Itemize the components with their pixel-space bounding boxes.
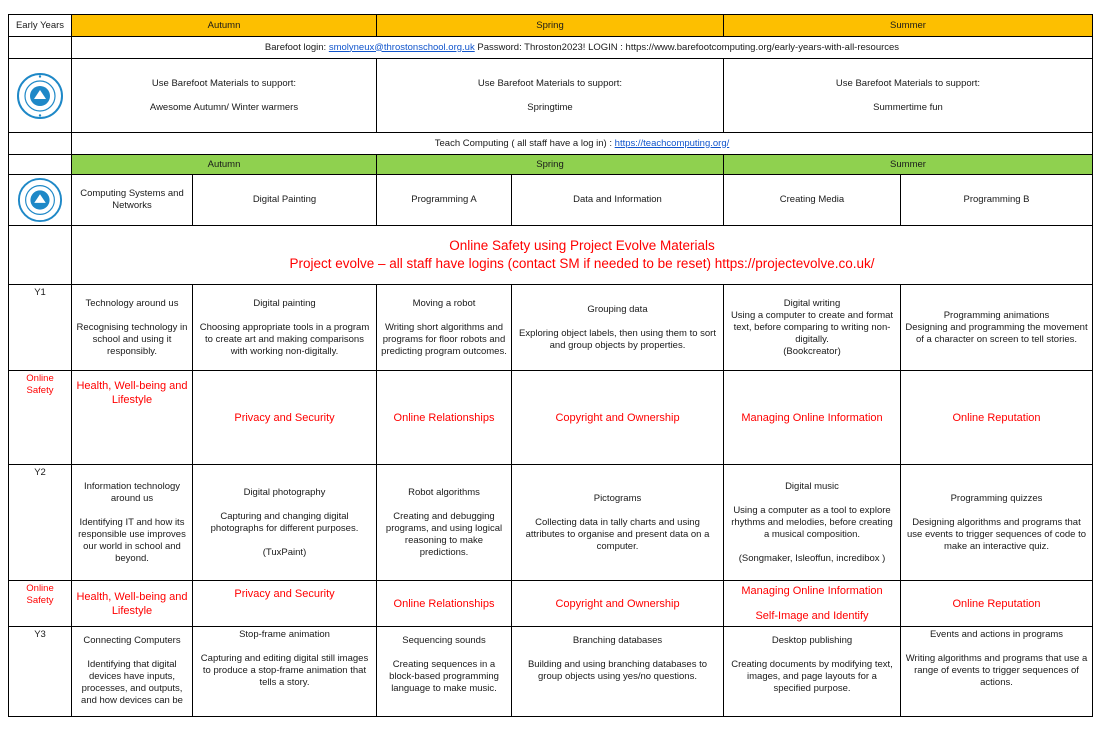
blank-cell: [9, 226, 72, 285]
year-label-y2: Y2: [9, 465, 72, 581]
blank-cell: [9, 155, 72, 175]
barefoot-prefix: Barefoot login:: [264, 41, 329, 53]
y1-safety-cell: Managing Online Information: [724, 371, 901, 465]
blank-cell: [9, 133, 72, 155]
school-logo-cell: [9, 59, 72, 133]
y2-cell: Programming quizzes Designing algorithms and programs that use events to trigger sequences of code to make an interactive quiz.: [901, 465, 1093, 581]
barefoot-password-text: Password: Throston2023! LOGIN : https://www.barefootcomputing.org/early-years-with-all-resources: [474, 41, 900, 53]
ey-spring-use: Use Barefoot Materials to support:: [477, 77, 623, 89]
y3-cell: Stop-frame animation Capturing and editing digital still images to produce a stop-frame animation that tells a story.: [193, 627, 377, 717]
y3-cell: Events and actions in programs Writing algorithms and programs that use a range of events to trigger sequences of actions.: [901, 627, 1093, 717]
ey-autumn-topic: Awesome Autumn/ Winter warmers: [149, 101, 299, 113]
school-logo-cell: [9, 175, 72, 226]
curriculum-table: [8, 14, 1093, 717]
y2-safety-cell: Health, Well-being and Lifestyle: [72, 581, 193, 627]
y1-cell: Digital painting Choosing appropriate tools in a program to create art and making comparisons with working non-digitally.: [193, 285, 377, 371]
unit-computing-systems: Computing Systems and Networks: [72, 175, 193, 226]
y1-cell: Grouping data Exploring object labels, then using them to sort and group objects by properties.: [512, 285, 724, 371]
year-label-y3: Y3: [9, 627, 72, 717]
teach-prefix: Teach Computing ( all staff have a log in) :: [434, 137, 615, 149]
y2-cell: Robot algorithms Creating and debugging programs, and using logical reasoning to make predictions.: [377, 465, 512, 581]
early-years-summer-header: Summer: [724, 15, 1093, 37]
barefoot-login-row: [72, 37, 1093, 59]
online-safety-label: Online Safety: [9, 581, 72, 627]
y2-safety-cell: Copyright and Ownership: [512, 581, 724, 627]
y2-cell: Digital music Using a computer as a tool to explore rhythms and melodies, before creating a musical composition. (Songmaker, Isleoffun, incredibox ): [724, 465, 901, 581]
barefoot-email-link[interactable]: smolyneux@throstonschool.org.uk: [328, 41, 475, 53]
unit-programming-b: Programming B: [901, 175, 1093, 226]
online-banner-line1: Online Safety using Project Evolve Materials: [449, 238, 715, 253]
ey-autumn-use: Use Barefoot Materials to support:: [151, 77, 297, 89]
y1-safety-cell: Health, Well-being and Lifestyle: [72, 371, 193, 465]
ey-spring-topic: Springtime: [527, 101, 573, 113]
y1-safety-cell: Online Reputation: [901, 371, 1093, 465]
ey-summer-topic: Summertime fun: [873, 101, 943, 113]
unit-creating-media: Creating Media: [724, 175, 901, 226]
y2-safety-cell: Privacy and Security: [193, 581, 377, 627]
ey-autumn-materials: [72, 59, 377, 133]
early-years-spring-header: Spring: [377, 15, 724, 37]
online-safety-banner: [72, 226, 1093, 285]
year-label-y1: Y1: [9, 285, 72, 371]
ey-spring-materials: [377, 59, 724, 133]
early-years-autumn-header: Autumn: [72, 15, 377, 37]
unit-programming-a: Programming A: [377, 175, 512, 226]
school-logo-icon: [13, 177, 67, 223]
y2-safety-cell: Online Reputation: [901, 581, 1093, 627]
y3-cell: Sequencing sounds Creating sequences in a block-based programming language to make music.: [377, 627, 512, 717]
school-logo-icon: [13, 72, 67, 120]
y1-safety-cell: Copyright and Ownership: [512, 371, 724, 465]
unit-digital-painting: Digital Painting: [193, 175, 377, 226]
teach-computing-row: [72, 133, 1093, 155]
units-autumn-header: Autumn: [72, 155, 377, 175]
y3-cell: Desktop publishing Creating documents by modifying text, images, and page layouts for a specified purpose.: [724, 627, 901, 717]
early-years-label: Early Years: [9, 15, 72, 37]
units-spring-header: Spring: [377, 155, 724, 175]
teach-computing-link[interactable]: https://teachcomputing.org/: [614, 137, 730, 149]
y2-safety-cell: Managing Online Information Self-Image and Identify: [724, 581, 901, 627]
y1-cell: Digital writing Using a computer to create and format text, before comparing to writing non-digitally. (Bookcreator): [724, 285, 901, 371]
y2-safety-cell: Online Relationships: [377, 581, 512, 627]
y1-cell: Moving a robot Writing short algorithms and programs for floor robots and predicting program outcomes.: [377, 285, 512, 371]
y2-cell: Information technology around us Identifying IT and how its responsible use improves our world in school and beyond.: [72, 465, 193, 581]
y1-safety-cell: Online Relationships: [377, 371, 512, 465]
ey-summer-materials: [724, 59, 1093, 133]
y1-safety-cell: Privacy and Security: [193, 371, 377, 465]
units-summer-header: Summer: [724, 155, 1093, 175]
y1-cell: Programming animations Designing and programming the movement of a character on screen to tell stories.: [901, 285, 1093, 371]
y2-cell: Digital photography Capturing and changing digital photographs for different purposes. (TuxPaint): [193, 465, 377, 581]
y3-cell: Connecting Computers Identifying that digital devices have inputs, processes, and outputs, and how devices can be: [72, 627, 193, 717]
online-banner-line2: Project evolve – all staff have logins (contact SM if needed to be reset) https://projectevolve.co.uk/: [289, 256, 875, 271]
unit-data-information: Data and Information: [512, 175, 724, 226]
y1-cell: Technology around us Recognising technology in school and using it responsibly.: [72, 285, 193, 371]
ey-summer-use: Use Barefoot Materials to support:: [835, 77, 981, 89]
y3-cell: Branching databases Building and using branching databases to group objects using yes/no questions.: [512, 627, 724, 717]
online-safety-label: Online Safety: [9, 371, 72, 465]
blank-cell: [9, 37, 72, 59]
y2-cell: Pictograms Collecting data in tally charts and using attributes to organise and present data on a computer.: [512, 465, 724, 581]
